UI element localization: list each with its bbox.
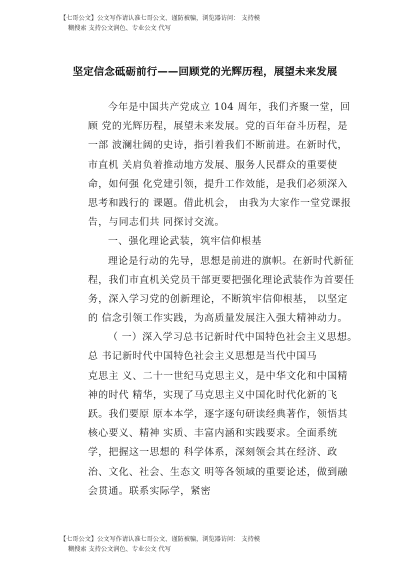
footer-line: 糊搜索 支持公文润色、专业公文 代写 bbox=[68, 546, 171, 553]
text-line: 一部 波澜壮阔的史诗，指引着我们不断前进。在新时代， bbox=[88, 140, 348, 152]
text-line: 治、文化、社会、生态文 明等各领域的重要论述，做到融 bbox=[88, 466, 348, 478]
header-line: 【七哥公文】公文写作请认准七哥公文、谨防被骗，浏览器访问： 支持模 bbox=[60, 15, 260, 22]
document-body bbox=[88, 98, 356, 501]
text-line: 务，深入学习党的创新理论，不断筑牢信仰根基， 以坚定 bbox=[88, 293, 348, 305]
footer-line: 【七哥公文】公文写作请认准七哥公文、谨防被骗，浏览器访问： 支持模 bbox=[60, 536, 260, 543]
document-title: 坚定信念砥砺前行——回顾党的光辉历程，展望未来发展 bbox=[72, 66, 338, 78]
text-line: 学，把握这一思想的 科学体系，深刻领会其在经济、政 bbox=[88, 447, 338, 459]
subsection-heading-line: （ 一）深入学习总书记新时代中国特色社会主义思想。 bbox=[108, 332, 358, 344]
text-line: 顾 党的光辉历程，展望未来发展。党的百年奋斗历程，是 bbox=[88, 121, 348, 133]
text-line: 的 信念引领工作实践，为高质量发展注入强大精神动力。 bbox=[88, 313, 348, 325]
text-line: 跃。我们要原 原本本学，逐字逐句研读经典著作，领悟其 bbox=[88, 409, 348, 420]
text-line: 程，我们市直机关党员干部更要把强化理论武装作为首要任 bbox=[88, 274, 355, 286]
text-line: 核心要义、精神 实质、丰富内涵和实践要求。全面系统 bbox=[88, 428, 338, 440]
section-heading: 一、强化理论武装，筑牢信仰根基 bbox=[108, 236, 262, 248]
text-line: 今年是中国共产党成立 104 周年，我们齐聚一堂，回 bbox=[108, 102, 351, 113]
text-line: 会贯通。联系实际学，紧密 bbox=[88, 485, 211, 497]
text-line: 总 书记新时代中国特色社会主义思想是当代中国马 bbox=[88, 351, 317, 363]
text-line: 神的时代 精华，实现了马克思主义中国化时代化新的飞 bbox=[88, 389, 338, 401]
page-footer bbox=[60, 535, 360, 555]
text-line: 市直机 关肩负着推动地方发展、服务人民群众的重要使 bbox=[88, 159, 338, 171]
text-line: 命，如何强 化党建引领，提升工作效能，是我们必须深入 bbox=[88, 178, 348, 190]
text-line: 克思主 义、二十一世纪马克思主义，是中华文化和中国精 bbox=[88, 370, 348, 382]
page-header bbox=[60, 14, 360, 34]
text-line: 告，与同志们共 同探讨交流。 bbox=[88, 217, 225, 229]
text-line: 思考和践行的 课题。借此机会， 由我为大家作一堂党课报 bbox=[88, 197, 352, 209]
header-line: 糊搜索 支持公文润色、专业公文 代写 bbox=[68, 25, 171, 32]
text-line: 理论是行动的先导，思想是前进的旗帜。在新时代新征 bbox=[108, 255, 354, 267]
